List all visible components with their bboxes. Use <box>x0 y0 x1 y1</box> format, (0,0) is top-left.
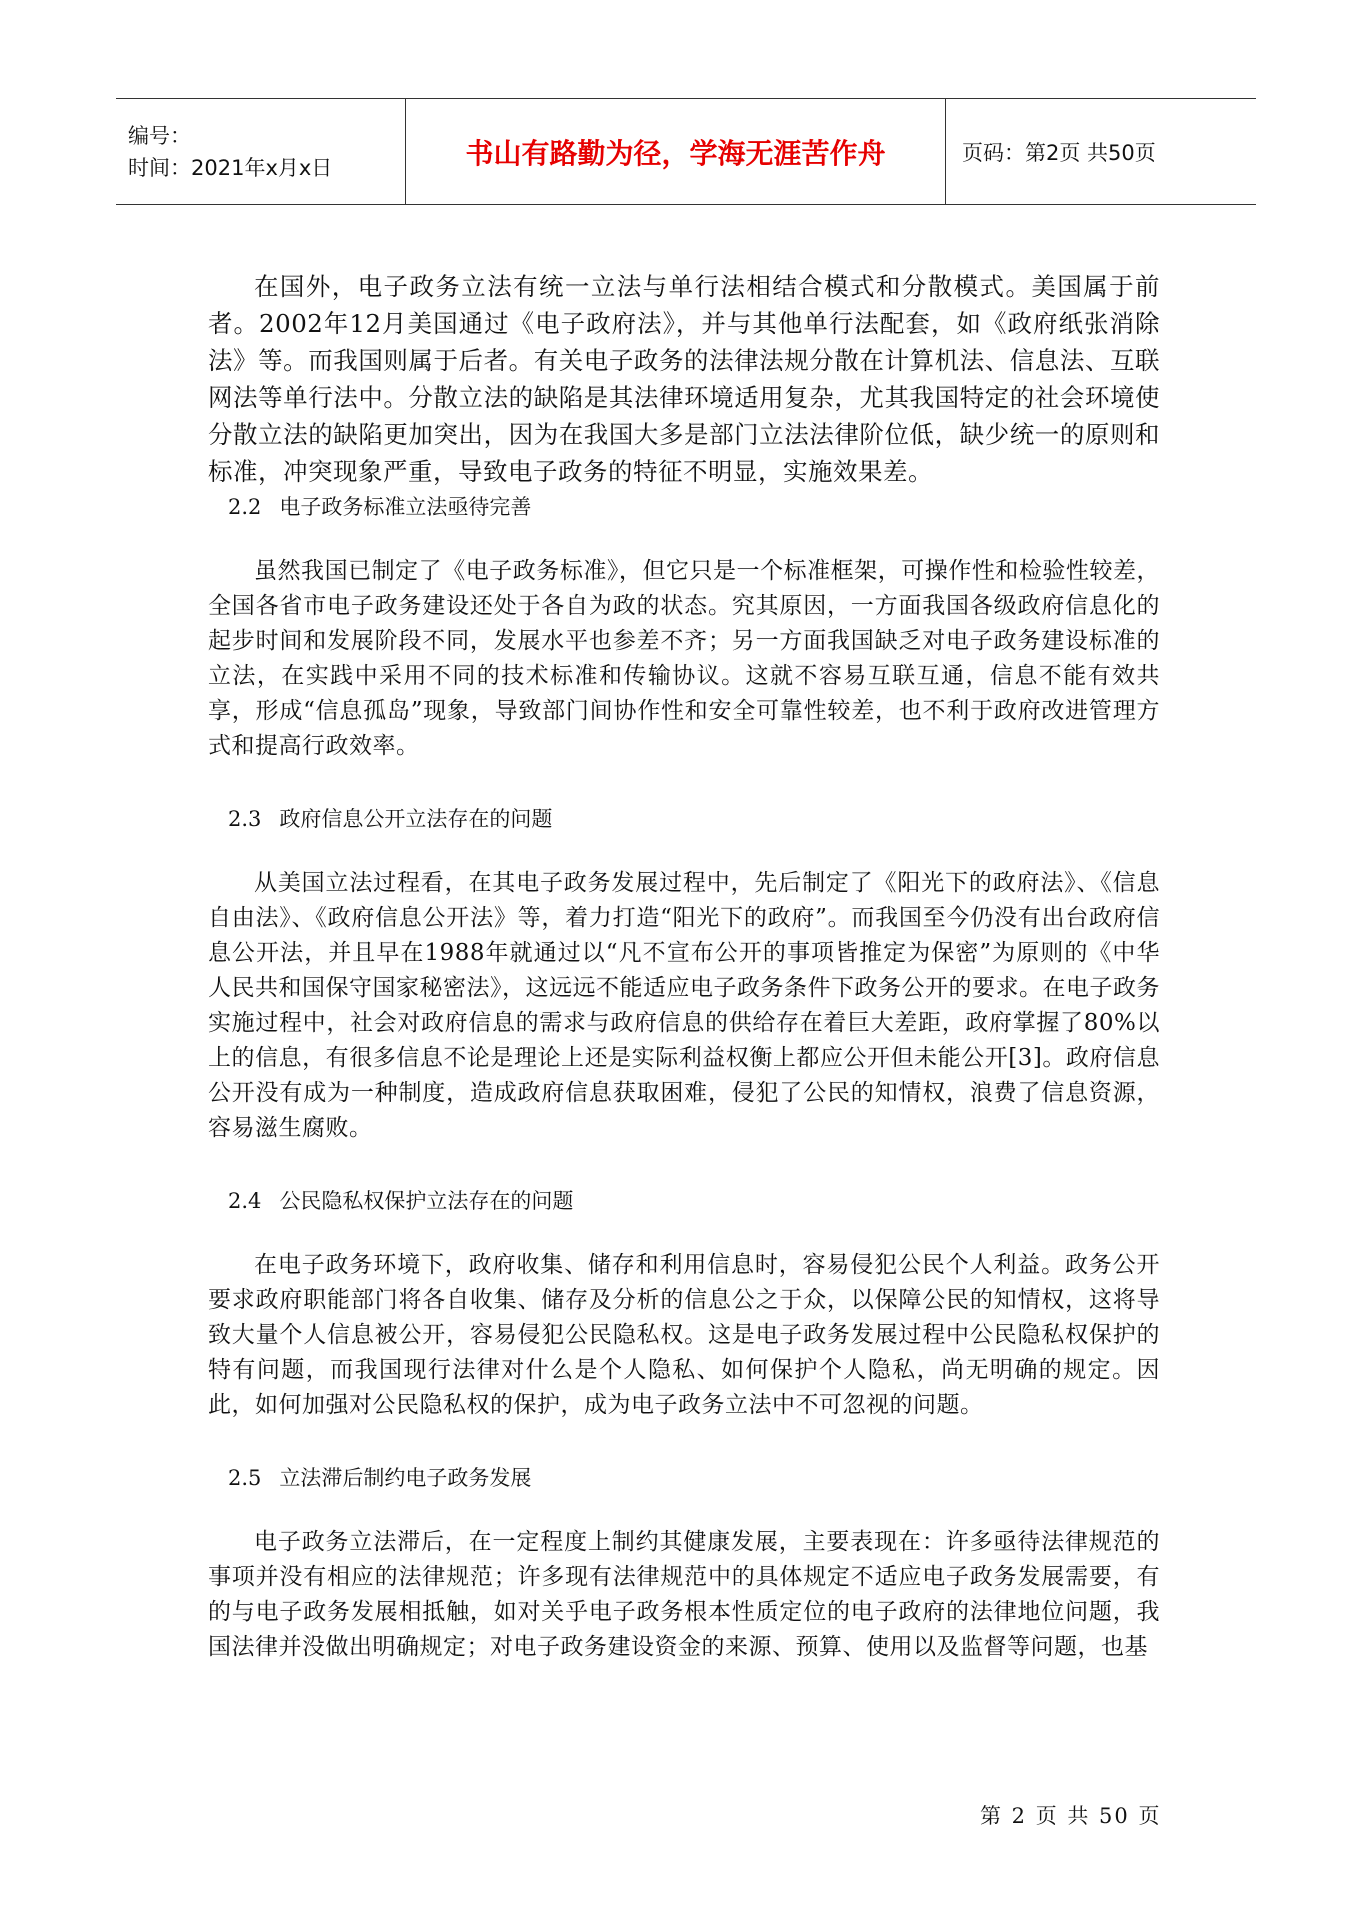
page-footer <box>980 1800 1161 1830</box>
section-title: 立法滞后制约电子政务发展 <box>279 1466 532 1490</box>
header-page-label: 页码：第2页 共50页 <box>962 140 1156 165</box>
paragraph-1: 在国外，电子政务立法有统一立法与单行法相结合模式和分散模式。美国属于前者。2002年12月美国通过《电子政府法》，并与其他单行法配套，如《政府纸张消除法》等。而我国则属于后者。有关电子政务的法律法规分散在计算机法、信息法、互联网法等单行法中。分散立法的缺陷是其法律环境适用复杂，尤其我国特定的社会环境使分散立法的缺陷更加突出，因为在我国大多是部门立法法律阶位低，缺少统一的原则和标准，冲突现象严重，导致电子政务的特征不明显，实施效果差。 <box>208 272 1160 486</box>
paragraph-5: 电子政务立法滞后，在一定程度上制约其健康发展，主要表现在：许多亟待法律规范的事项并没有相应的法律规范；许多现有法律规范中的具体规定不适应电子政务发展需要，有的与电子政务发展相抵触，如对关乎电子政务根本性质定位的电子政府的法律地位问题，我国法律并没做出明确规定；对电子政务建设资金的来源、预算、使用以及监督等问题，也基 <box>208 1529 1160 1660</box>
section-number: 2.5 <box>228 1466 262 1490</box>
paragraph-2: 虽然我国已制定了《电子政务标准》，但它只是一个标准框架，可操作性和检验性较差，全国各省市电子政务建设还处于各自为政的状态。究其原因，一方面我国各级政府信息化的起步时间和发展阶段不同，发展水平也参差不齐；另一方面我国缺乏对电子政务建设标准的立法，在实践中采用不同的技术标准和传输协议。这就不容易互联互通，信息不能有效共享，形成“信息孤岛”现象，导致部门间协作性和安全可靠性较差，也不利于政府改进管理方式和提高行政效率。 <box>208 558 1160 759</box>
section-title: 电子政务标准立法亟待完善 <box>279 495 532 519</box>
footer-page-number: 第 2 页 共 50 页 <box>980 1804 1162 1828</box>
section-heading-2-3 <box>208 802 1160 836</box>
section-heading-2-5 <box>208 1461 1160 1495</box>
document-time-label: 时间：2021年x月x日 <box>128 155 333 180</box>
section-number: 2.2 <box>228 495 262 519</box>
section-number: 2.3 <box>228 807 262 831</box>
header-motto: 书山有路勤为径，学海无涯苦作舟 <box>465 136 886 170</box>
page-header <box>116 98 1256 205</box>
section-number: 2.4 <box>228 1189 262 1213</box>
section-heading-2-4 <box>208 1184 1160 1218</box>
section-heading-2-2 <box>208 490 1160 524</box>
document-body <box>208 268 1160 1665</box>
paragraph-4: 在电子政务环境下，政府收集、储存和利用信息时，容易侵犯公民个人利益。政务公开要求政府职能部门将各自收集、储存及分析的信息公之于众，以保障公民的知情权，这将导致大量个人信息被公开，容易侵犯公民隐私权。这是电子政务发展过程中公民隐私权保护的特有问题，而我国现行法律对什么是个人隐私、如何保护个人隐私，尚无明确的规定。因此，如何加强对公民隐私权的保护，成为电子政务立法中不可忽视的问题。 <box>208 1252 1160 1418</box>
header-page-cell <box>946 99 1256 204</box>
paragraph-3: 从美国立法过程看，在其电子政务发展过程中，先后制定了《阳光下的政府法》、《信息自由法》、《政府信息公开法》等，着力打造“阳光下的政府”。而我国至今仍没有出台政府信息公开法，并且早在1988年就通过以“凡不宣布公开的事项皆推定为保密”为原则的《中华人民共和国保守国家秘密法》，这远远不能适应电子政务条件下政务公开的要求。在电子政务实施过程中，社会对政府信息的需求与政府信息的供给存在着巨大差距，政府掌握了80%以上的信息，有很多信息不论是理论上还是实际利益权衡上都应公开但未能公开[3]。政府信息公开没有成为一种制度，造成政府信息获取困难，侵犯了公民的知情权，浪费了信息资源，容易滋生腐败。 <box>208 870 1160 1141</box>
document-number-label: 编号： <box>128 123 191 148</box>
header-info-cell <box>116 99 406 204</box>
section-title: 公民隐私权保护立法存在的问题 <box>279 1189 574 1213</box>
header-motto-cell <box>406 99 946 204</box>
section-title: 政府信息公开立法存在的问题 <box>279 807 553 831</box>
